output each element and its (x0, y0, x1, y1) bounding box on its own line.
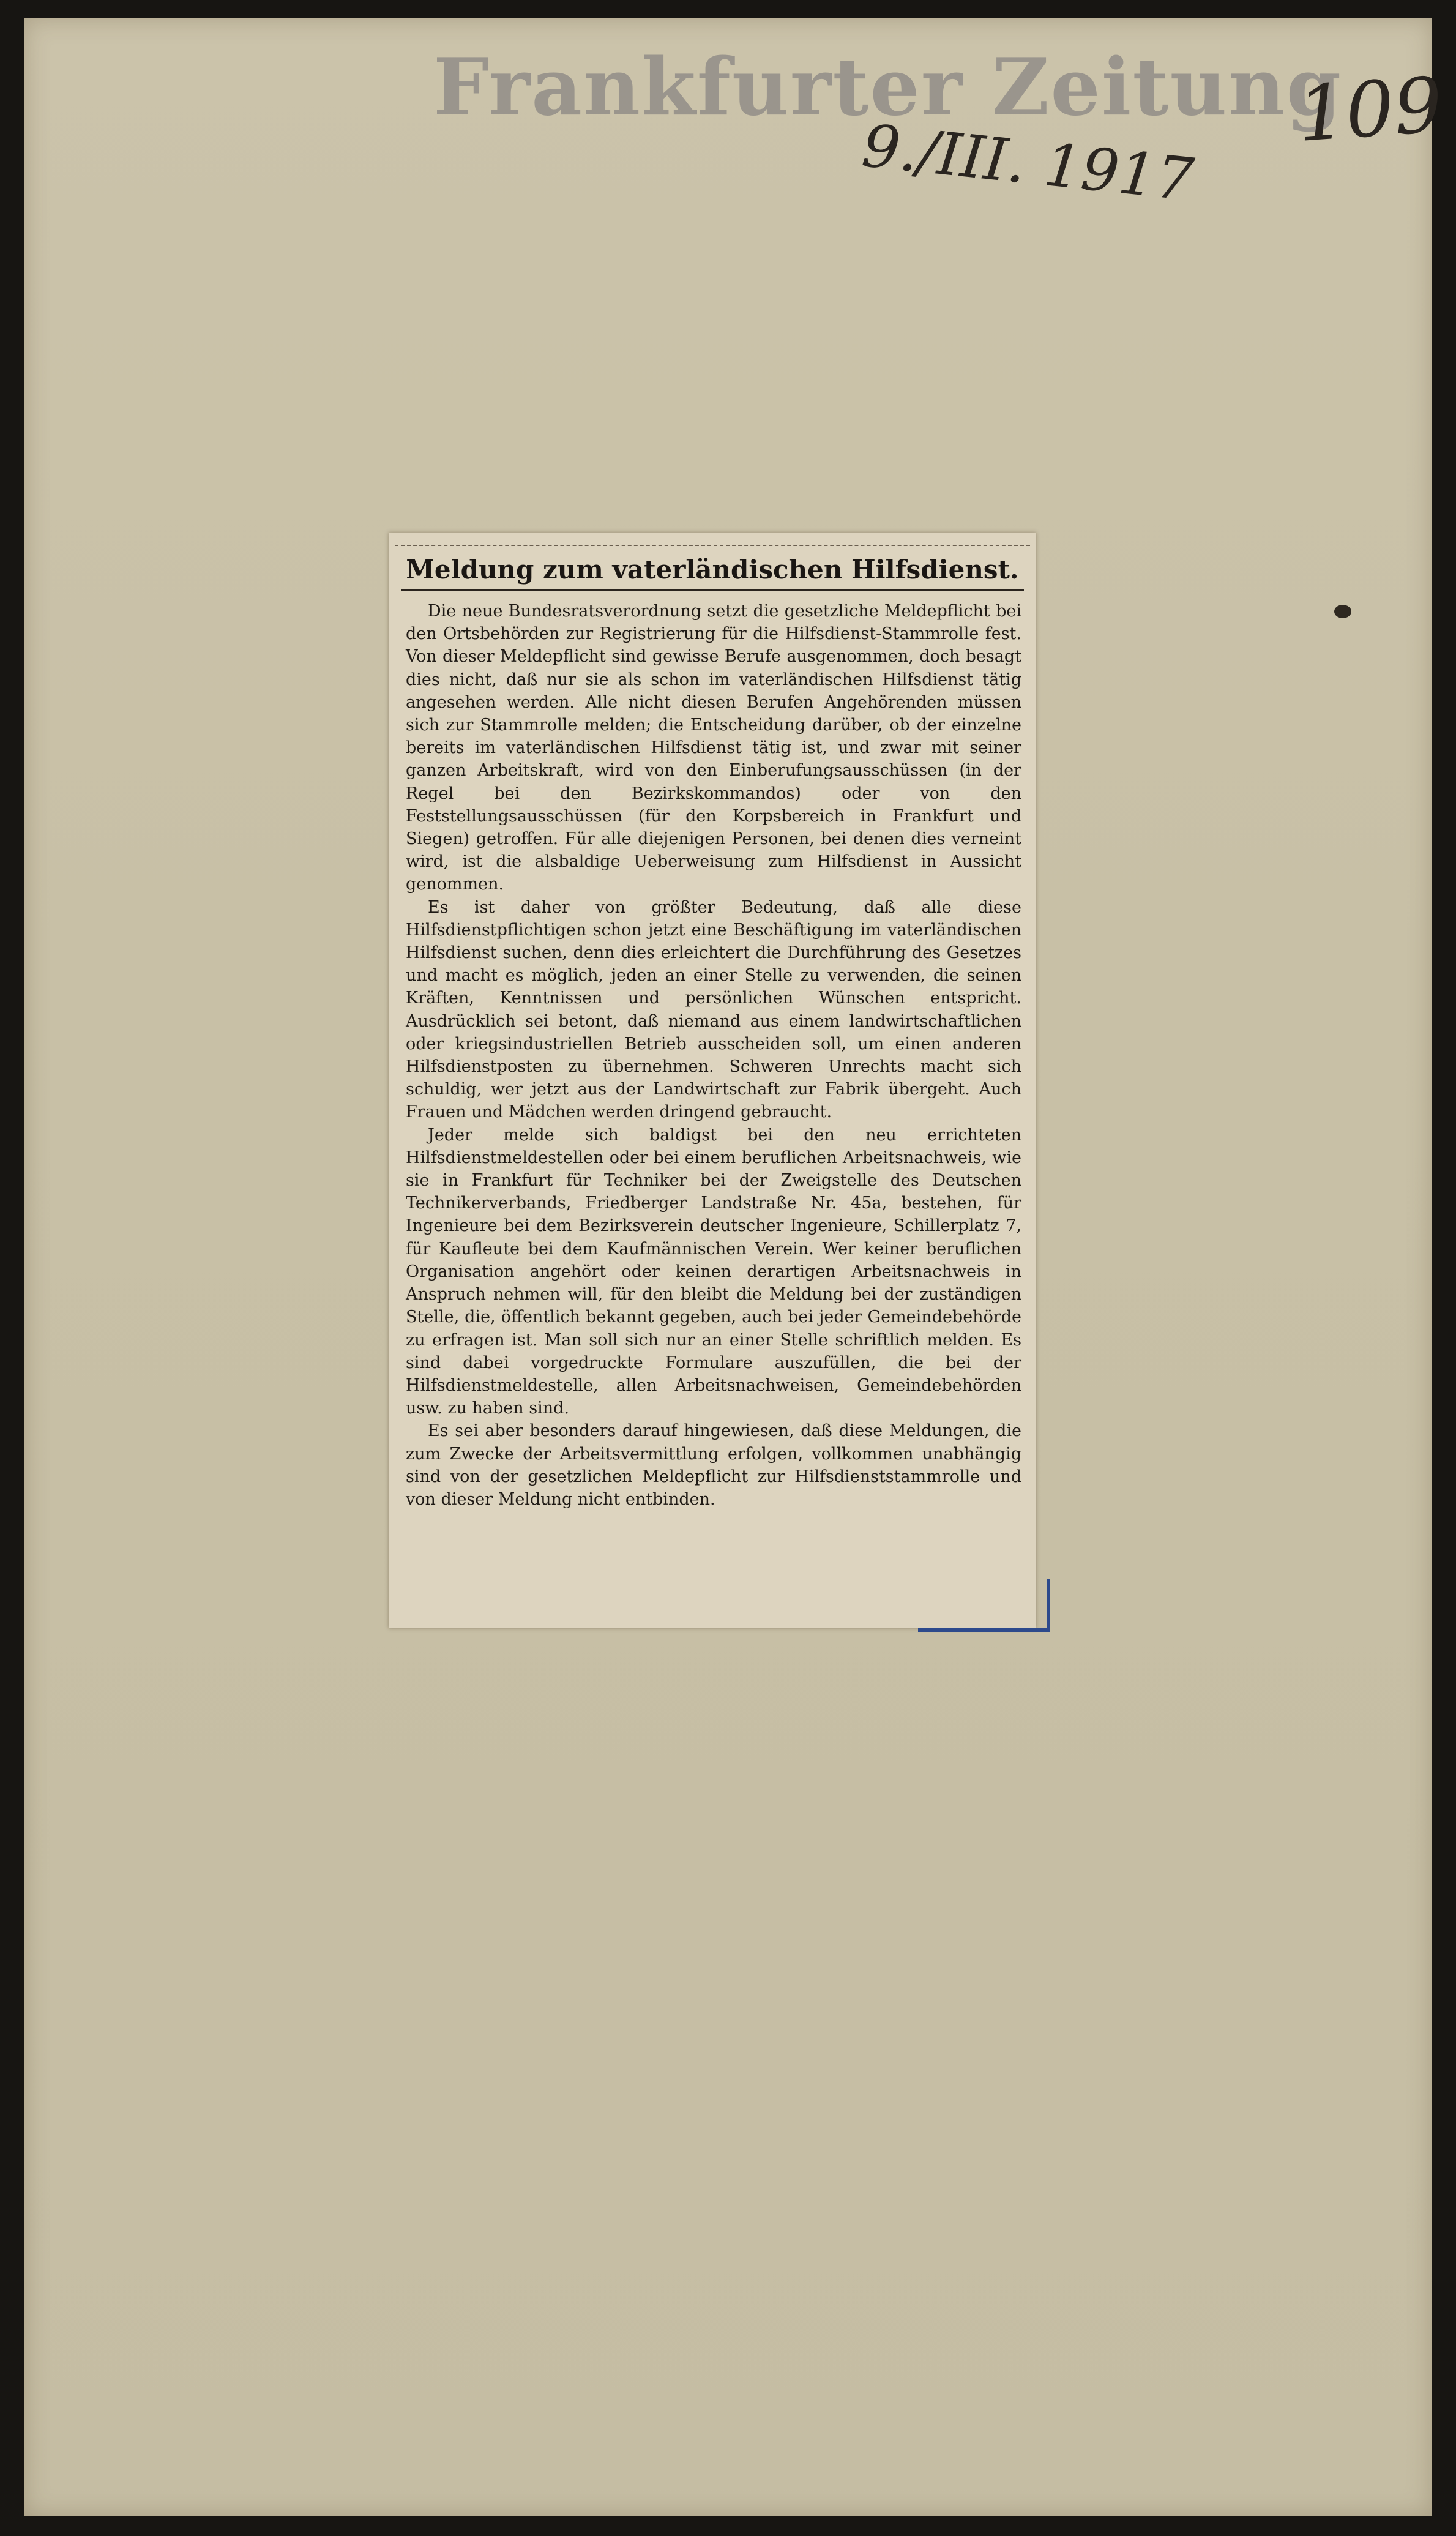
ink-dot (1334, 605, 1351, 618)
article-body (389, 600, 1036, 1511)
handwritten-folio-number: 109 (1294, 61, 1446, 160)
article-paragraph: Es ist daher von größter Bedeutung, daß alle diese Hilfsdienstpflichtigen schon jetzt eine Beschäftigung im vaterländischen Hilfsdienst suchen, denn dies erleichtert die Durchführung des Gesetzes und macht es möglich, jeden an einer Stelle zu verwenden, die seinen Kräften, Kenntnissen und persönlichen Wünschen entspricht. Ausdrücklich sei betont, daß niemand aus einem landwirtschaftlichen oder kriegsindustriellen Betrieb ausscheiden soll, um einen anderen Hilfsdienstposten zu übernehmen. Schweren Unrechts macht sich schuldig, wer jetzt aus der Landwirtschaft zur Fabrik übergeht. Auch Frauen und Mädchen werden dringend gebraucht. (406, 897, 1021, 1122)
article-paragraph: Jeder melde sich baldigst bei den neu errichteten Hilfsdienstmeldestellen oder bei einem beruflichen Arbeitsnachweis, wie sie in Frankfurt für Techniker bei der Zweigstelle des Deutschen Technikerverbands, Friedberger Landstraße Nr. 45a, bestehen, für Ingenieure bei dem Bezirksverein deutscher Ingenieure, Schillerplatz 7, für Kaufleute bei dem Kaufmännischen Verein. Wer keiner beruflichen Organisation angehört oder keinen derartigen Arbeitsnachweis in Anspruch nehmen will, für den bleibt die Meldung bei der zuständigen Stelle, die, öffentlich bekannt gegeben, auch bei jeder Gemeindebehörde zu erfragen ist. Man soll sich nur an einer Stelle schriftlich melden. Es sind dabei vorgedruckte Formulare auszufüllen, die bei der Hilfsdienstmeldestelle, allen Arbeitsnachweisen, Gemeindebehörden usw. zu haben sind. (406, 1125, 1021, 1418)
archive-page (24, 18, 1446, 2516)
handwritten-date: 9./III. 1917 (859, 111, 1197, 215)
article-paragraph: Es sei aber besonders darauf hingewiesen, daß diese Meldungen, die zum Zwecke der Arbeitsvermittlung erfolgen, vollkommen unabhängig sind von der gesetzlichen Meldepflicht zur Hilfsdienststammrolle und von dieser Meldung nicht entbinden. (406, 1421, 1021, 1509)
newspaper-clipping (389, 533, 1036, 1628)
article-paragraph: Die neue Bundesratsverordnung setzt die gesetzliche Meldepflicht bei den Ortsbehörden zur Registrierung für die Hilfsdienst-Stammrolle fest. Von dieser Meldepflicht sind gewisse Berufe ausgenommen, doch besagt dies nicht, daß nur sie als schon im vaterländischen Hilfsdienst tätig angesehen werden. Alle nicht diesen Berufen Angehörenden müssen sich zur Stammrolle melden; die Entscheidung darüber, ob der einzelne bereits im vaterländischen Hilfsdienst tätig ist, und zwar mit seiner ganzen Arbeitskraft, wird von den Einberufungsausschüssen (in der Regel bei den Bezirkskommandos) oder von den Feststellungsausschüssen (für den Korpsbereich in Frankfurt und Siegen) getroffen. Für alle diejenigen Personen, bei denen dies verneint wird, ist die alsbaldige Ueberweisung zum Hilfsdienst in Aussicht genommen. (406, 602, 1021, 894)
clipping-cut-edge (395, 533, 1030, 546)
newspaper-stamp: Frankfurter Zeitung (433, 42, 1343, 133)
blue-pencil-mark (918, 1579, 1050, 1632)
article-title: Meldung zum vaterländischen Hilfsdienst. (401, 555, 1024, 591)
